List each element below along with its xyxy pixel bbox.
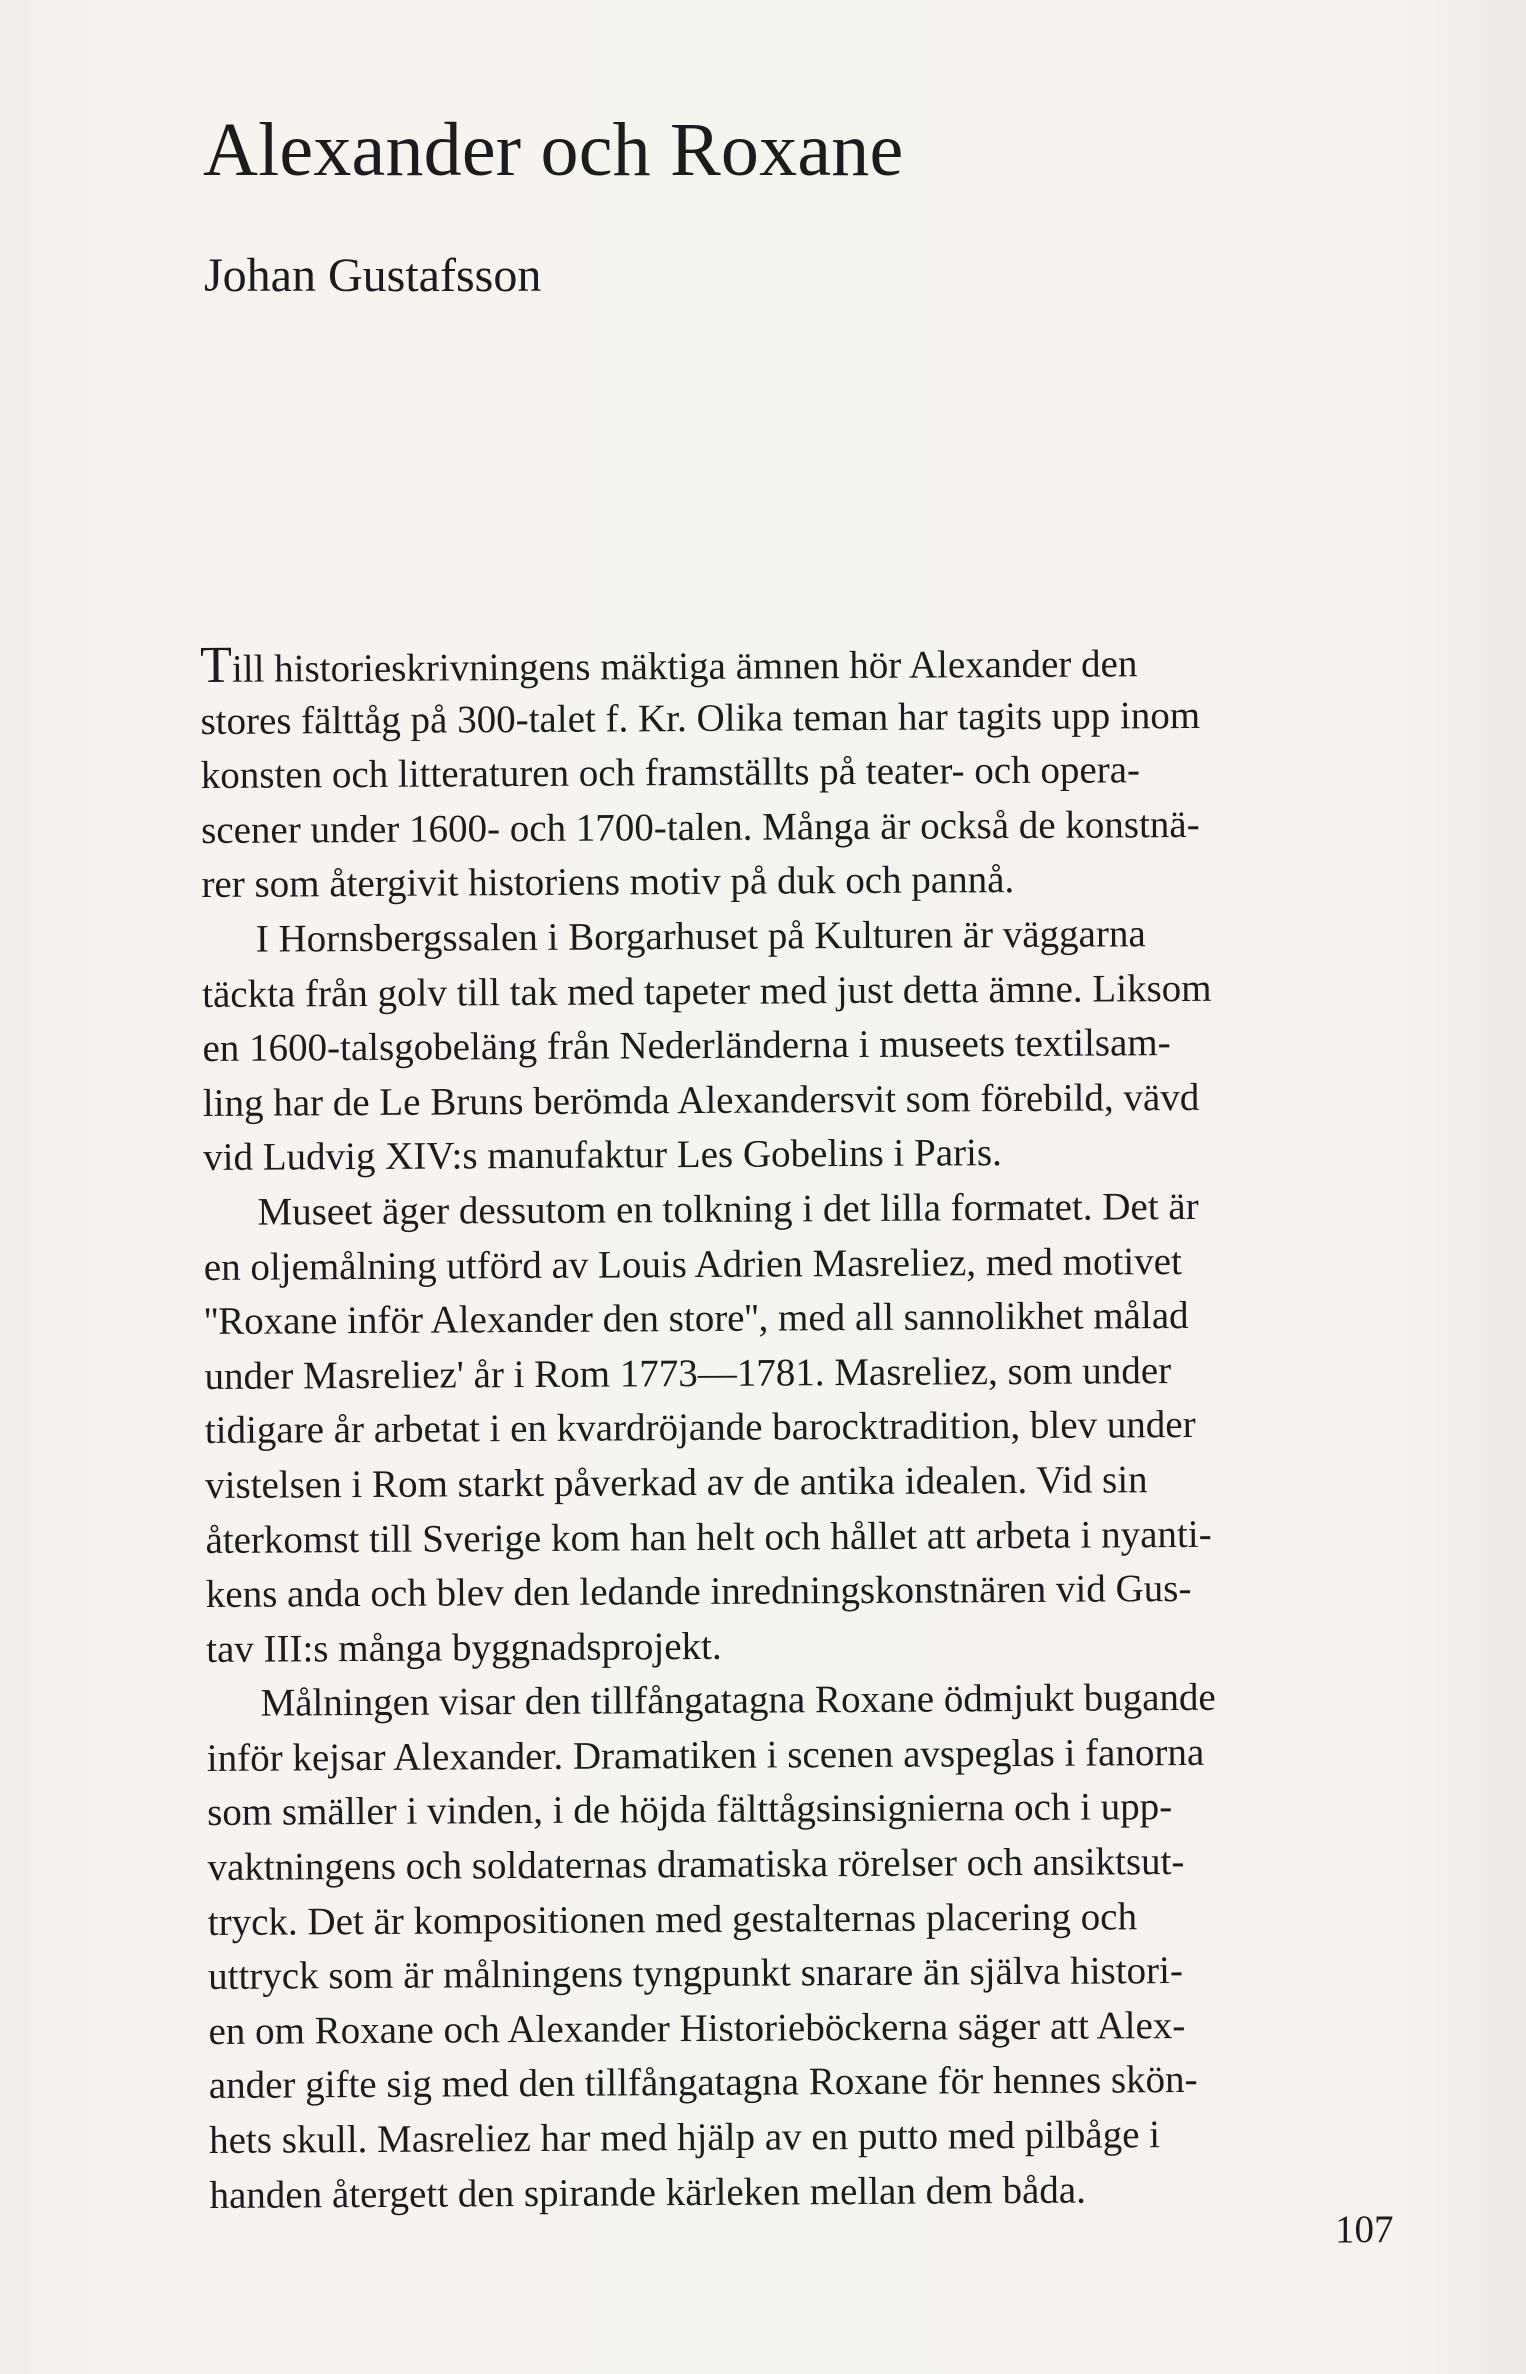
body-line-14: under Masreliez' år i Rom 1773—1781. Masreliez, som under xyxy=(204,1348,1172,1398)
body-line-17: återkomst till Sverige kom han helt och hållet att arbeta i nyanti- xyxy=(205,1512,1212,1562)
body-line-1-text: ill historieskrivningens mäktiga ämnen hör Alexander den xyxy=(231,642,1138,691)
body-line-29: handen återgett den spirande kärleken mellan dem båda. xyxy=(209,2168,1087,2217)
body-line-16: vistelsen i Rom starkt påverkad av de antika idealen. Vid sin xyxy=(205,1458,1148,1507)
body-line-13: ''Roxane inför Alexander den store'', med all sannolikhet målad xyxy=(204,1294,1189,1344)
body-line-28: hets skull. Masreliez har med hjälp av en putto med pilbåge i xyxy=(209,2113,1161,2163)
body-line-8: en 1600-talsgobeläng från Nederländerna i museets textilsam- xyxy=(202,1021,1171,1071)
body-line-21: inför kejsar Alexander. Dramatiken i scenen avspeglas i fanorna xyxy=(206,1730,1205,1780)
body-line-7: täckta från golv till tak med tapeter med just detta ämne. Liksom xyxy=(202,966,1212,1016)
body-line-10: vid Ludvig XIV:s manufaktur Les Gobelins i Paris. xyxy=(203,1131,1002,1180)
author-name: Johan Gustafsson xyxy=(204,249,542,302)
body-line-19: tav III:s många byggnadsprojekt. xyxy=(206,1624,722,1671)
page-number: 107 xyxy=(1335,2208,1394,2251)
body-line-9: ling har de Le Bruns berömda Alexandersvit som förebild, vävd xyxy=(202,1075,1200,1125)
body-line-4: scener under 1600- och 1700-talen. Många är också de konstnä- xyxy=(201,802,1200,852)
body-line-11: Museet äger dessutom en tolkning i det lilla formatet. Det är xyxy=(257,1184,1199,1234)
body-line-22: som smäller i vinden, i de höjda fälttågsinsignierna och i upp- xyxy=(207,1785,1173,1835)
article-body xyxy=(200,633,1430,2224)
body-line-18: kens anda och blev den ledande inredningskonstnären vid Gus- xyxy=(205,1567,1192,1617)
body-line-6: I Hornsbergssalen i Borgarhuset på Kulturen är väggarna xyxy=(255,912,1146,961)
body-line-24: tryck. Det är kompositionen med gestalternas placering och xyxy=(207,1894,1138,1944)
body-line-2: stores fälttåg på 300-talet f. Kr. Olika teman har tagits upp inom xyxy=(200,693,1201,743)
body-line-12: en oljemålning utförd av Louis Adrien Masreliez, med motivet xyxy=(203,1239,1182,1289)
body-line-5: rer som återgivit historiens motiv på duk och pannå. xyxy=(201,858,1015,907)
body-line-3: konsten och litteraturen och framställts på teater- och opera- xyxy=(200,748,1141,798)
article-title: Alexander och Roxane xyxy=(203,108,904,192)
body-line-25: uttryck som är målningens tyngpunkt snarare än själva histori- xyxy=(208,1949,1184,1999)
body-line-27: ander gifte sig med den tillfångatagna Roxane för hennes skön- xyxy=(208,2058,1198,2108)
body-line-1 xyxy=(200,633,1420,695)
body-line-20: Målningen visar den tillfångatagna Roxane ödmjukt bugande xyxy=(260,1676,1216,1725)
body-line-23: vaktningens och soldaternas dramatiska rörelser och ansiktsut- xyxy=(207,1840,1185,1890)
body-line-15: tidigare år arbetat i en kvardröjande barocktradition, blev under xyxy=(204,1403,1196,1453)
body-line-26: en om Roxane och Alexander Historieböckerna säger att Alex- xyxy=(208,2003,1186,2053)
drop-cap-letter: T xyxy=(199,636,233,694)
